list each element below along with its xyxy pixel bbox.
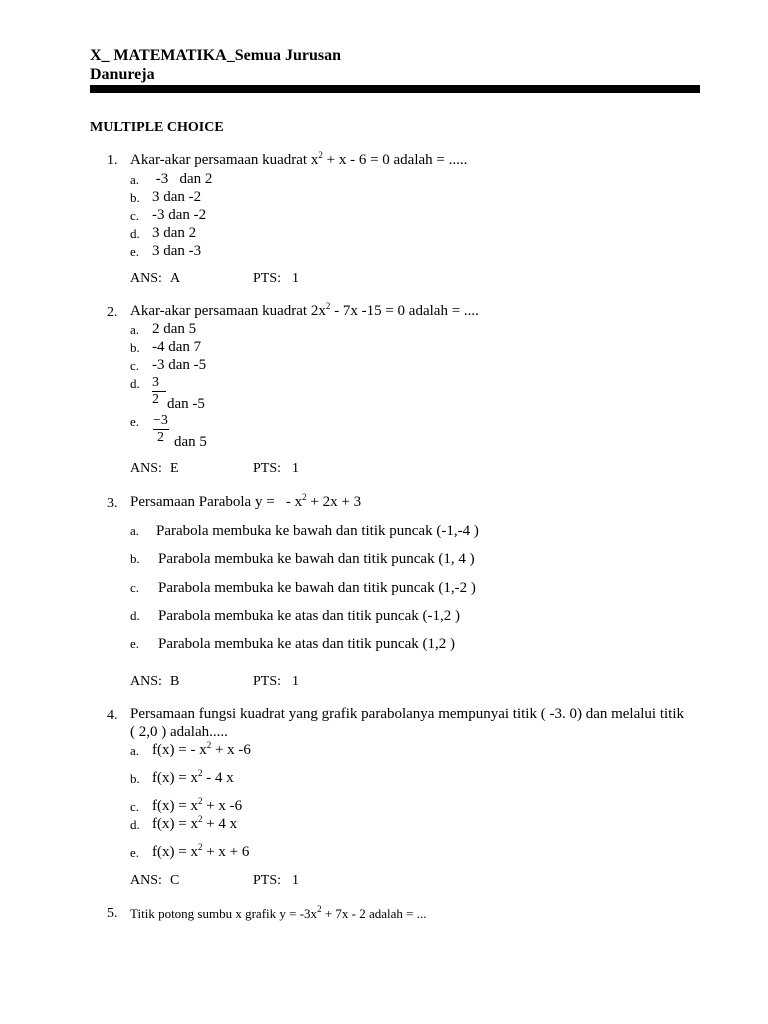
answer-label: ANS:: [130, 271, 162, 286]
option-text: 3 dan -3: [152, 243, 202, 259]
document-title: X_ MATEMATIKA_Semua Jurusan: [90, 47, 341, 64]
section-heading: MULTIPLE CHOICE: [90, 120, 224, 135]
option-label: a.: [130, 743, 140, 758]
fraction-numerator: −3: [153, 413, 168, 428]
option-text: -4 dan 7: [152, 339, 202, 355]
answer-label: ANS:: [130, 873, 162, 888]
option-label: c.: [130, 580, 140, 595]
option-text: dan -5: [167, 396, 205, 412]
option-label: b.: [130, 190, 140, 205]
points-value: 1: [292, 271, 299, 286]
option-text: f(x) = - $x^2 + x$ -6: [152, 740, 251, 758]
question-number: 2.: [107, 305, 118, 320]
fraction: [153, 413, 169, 446]
points-value: 1: [292, 461, 299, 476]
question-text: Akar-akar persamaan kuadrat $2x^2 - 7x$ -15 = 0 adalah = ....: [130, 301, 479, 319]
points-value: 1: [292, 873, 299, 888]
answer-value: A: [170, 271, 181, 286]
option-label: a.: [130, 523, 140, 538]
answer-value: C: [170, 873, 180, 888]
option-label: e.: [130, 845, 140, 860]
answer-value: B: [170, 674, 180, 689]
option-text: -3 dan -5: [152, 357, 207, 373]
question-text-line1: Persamaan fungsi kuadrat yang grafik parabolanya mempunyai titik ( -3. 0) dan melalui titik: [130, 706, 685, 722]
option-label: c.: [130, 358, 140, 373]
option-label: d.: [130, 817, 140, 832]
option-label: b.: [130, 551, 140, 566]
option-label: d.: [130, 376, 140, 391]
option-label: e.: [130, 414, 140, 429]
option-text: Parabola membuka ke bawah dan titik puncak (-1,-4 ): [156, 523, 479, 539]
points-label: PTS:: [253, 461, 282, 476]
answer-value: E: [170, 461, 179, 476]
option-text: -3 dan 2: [152, 171, 213, 187]
option-label: b.: [130, 771, 140, 786]
question-text: Akar-akar persamaan kuadrat $x^2 + x - 6 = 0$ adalah = .....: [130, 150, 468, 168]
option-label: a.: [130, 172, 140, 187]
option-text: $f(x) = x^2 - 4$ x: [152, 768, 234, 786]
question-number: 1.: [107, 153, 118, 168]
answer-label: ANS:: [130, 674, 162, 689]
points-value: 1: [292, 674, 299, 689]
option-text: $f(x) = x^2 + x$ -6: [152, 796, 243, 814]
option-text: Parabola membuka ke atas dan titik puncak (1,2 ): [158, 636, 455, 652]
fraction-denominator: 2: [152, 392, 159, 407]
fraction-numerator: 3: [152, 375, 159, 390]
option-text: -3 dan -2: [152, 207, 207, 223]
document-subtitle: Danureja: [90, 66, 155, 83]
points-label: PTS:: [253, 873, 282, 888]
option-text: $f(x) = x^2 + x + 6$: [152, 842, 250, 860]
option-label: c.: [130, 799, 140, 814]
question-text: Titik potong sumbu x grafik $y = -3x^2 + 7x - 2$ adalah = ...: [130, 904, 427, 921]
question-text: Persamaan Parabola y = - $x^2 + 2x + 3$: [130, 492, 362, 510]
option-label: d.: [130, 608, 140, 623]
question-number: 4.: [107, 708, 118, 723]
option-text: 2 dan 5: [152, 321, 197, 337]
question-number: 5.: [107, 906, 118, 921]
option-text: 3 dan -2: [152, 189, 202, 205]
header-rule: [90, 85, 700, 93]
fraction-denominator: 2: [157, 430, 164, 445]
option-label: e.: [130, 244, 140, 259]
points-label: PTS:: [253, 674, 282, 689]
option-text: 3 dan 2: [152, 225, 197, 241]
option-text: Parabola membuka ke bawah dan titik puncak (1, 4 ): [158, 551, 475, 567]
option-text: $f(x) = x^2 + 4$ x: [152, 814, 238, 832]
option-text: Parabola membuka ke atas dan titik puncak (-1,2 ): [158, 608, 460, 624]
option-label: c.: [130, 208, 140, 223]
option-text: dan 5: [174, 434, 207, 450]
answer-label: ANS:: [130, 461, 162, 476]
points-label: PTS:: [253, 271, 282, 286]
option-label: e.: [130, 636, 140, 651]
question-number: 3.: [107, 496, 118, 511]
fraction: [152, 375, 166, 408]
option-label: d.: [130, 226, 140, 241]
option-text: Parabola membuka ke bawah dan titik puncak (1,-2 ): [158, 580, 476, 596]
option-label: a.: [130, 322, 140, 337]
option-label: b.: [130, 340, 140, 355]
question-text-line2: ( 2,0 ) adalah.....: [130, 724, 228, 740]
